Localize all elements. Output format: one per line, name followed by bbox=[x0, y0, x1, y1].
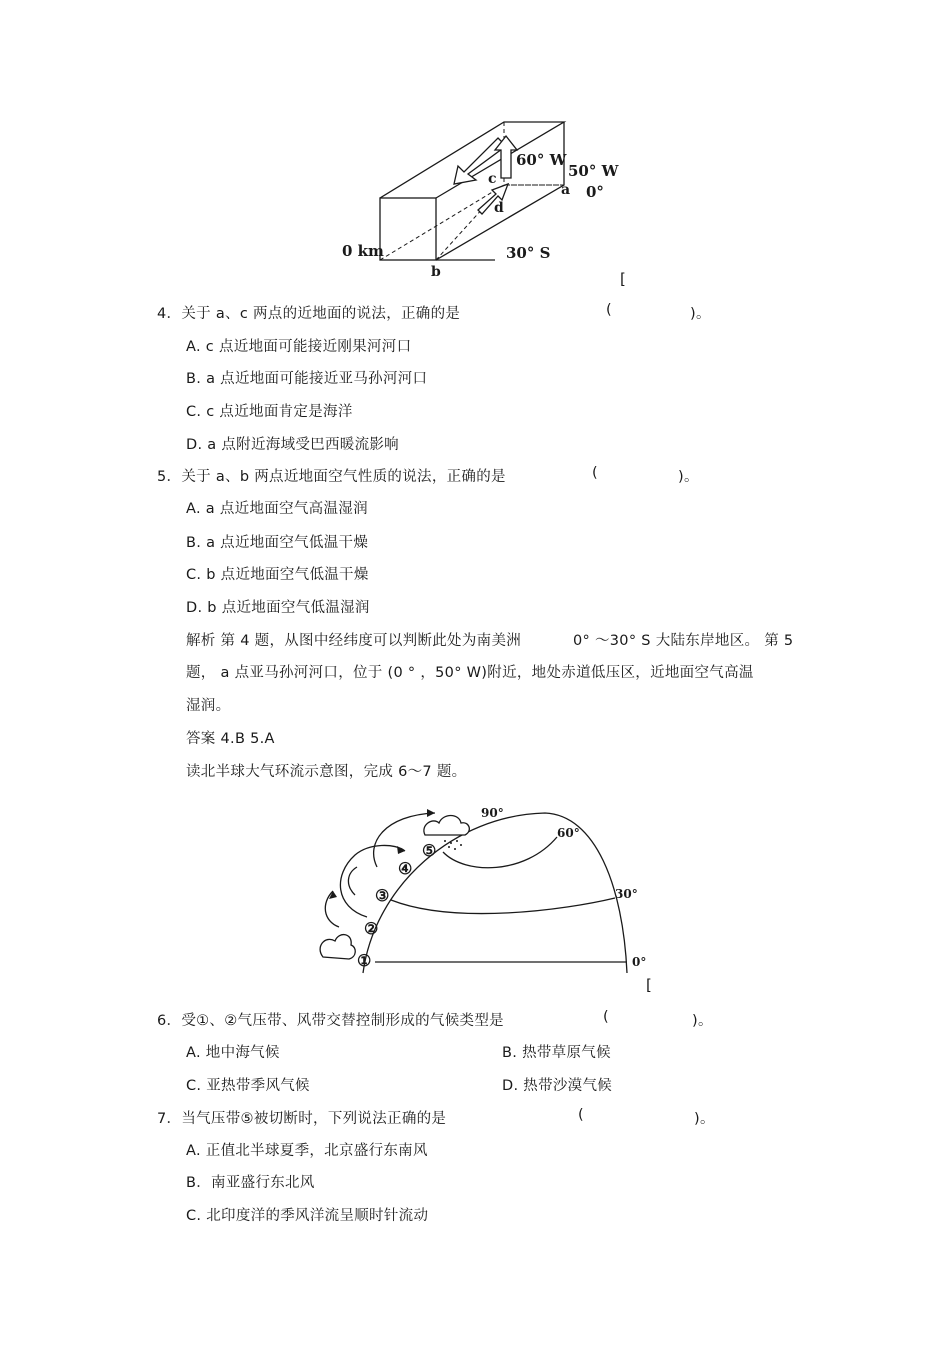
q6-paren-open: ( bbox=[603, 1009, 609, 1025]
q5-option-c: C. b 点近地面空气低温干燥 bbox=[186, 567, 369, 583]
analysis-line1-a: 解析 第 4 题，从图中经纬度可以判断此处为南美洲 bbox=[186, 633, 522, 649]
fig1-label-60w: 60° W bbox=[516, 151, 567, 169]
q6-option-d: D. 热带沙漠气候 bbox=[502, 1078, 613, 1094]
circulation-diagram-figure bbox=[305, 795, 665, 995]
analysis-line3: 湿润。 bbox=[186, 698, 231, 714]
fig1-label-d: d bbox=[494, 200, 504, 216]
fig2-label-2: ② bbox=[364, 919, 379, 938]
q5-option-d: D. b 点近地面空气低温湿润 bbox=[186, 600, 370, 616]
q4-option-b: B. a 点近地面可能接近亚马孙河河口 bbox=[186, 371, 428, 387]
fig2-label-60: 60° bbox=[557, 826, 580, 840]
fig1-label-50w: 50° W bbox=[568, 162, 619, 180]
q7-option-b: B．南亚盛行东北风 bbox=[186, 1175, 315, 1191]
q4-option-c: C. c 点近地面肯定是海洋 bbox=[186, 404, 353, 420]
q5-paren-open: ( bbox=[592, 465, 598, 481]
q7-paren-open: ( bbox=[578, 1107, 584, 1123]
fig1-label-0km: 0 km bbox=[342, 242, 384, 260]
fig1-label-0deg: 0° bbox=[586, 183, 604, 201]
q6-paren-close: )。 bbox=[692, 1013, 713, 1029]
q7-option-a: A. 正值北半球夏季，北京盛行东南风 bbox=[186, 1143, 428, 1159]
q7-paren-close: )。 bbox=[694, 1111, 715, 1127]
fig2-label-30: 30° bbox=[615, 887, 638, 901]
figure2-bracket: [ bbox=[646, 976, 652, 994]
block-diagram-figure bbox=[330, 110, 630, 285]
q6-option-a: A. 地中海气候 bbox=[186, 1045, 280, 1061]
answer-line: 答案 4.B 5.A bbox=[186, 731, 275, 747]
fig2-label-3: ③ bbox=[375, 886, 390, 905]
q7-option-c: C. 北印度洋的季风洋流呈顺时针流动 bbox=[186, 1208, 429, 1224]
fig1-label-a: a bbox=[561, 182, 571, 198]
q7-stem: 7．当气压带⑤被切断时，下列说法正确的是 bbox=[157, 1111, 447, 1127]
q4-option-d: D. a 点附近海域受巴西暖流影响 bbox=[186, 437, 399, 453]
fig2-label-0: 0° bbox=[632, 955, 647, 969]
fig2-label-4: ④ bbox=[398, 859, 413, 878]
q6-option-c: C. 亚热带季风气候 bbox=[186, 1078, 310, 1094]
fig1-label-b: b bbox=[431, 264, 441, 280]
fig2-label-1: ① bbox=[357, 951, 372, 970]
fig2-label-90: 90° bbox=[481, 806, 504, 820]
q5-option-b: B. a 点近地面空气低温干燥 bbox=[186, 535, 369, 551]
q5-paren-close: )。 bbox=[678, 469, 699, 485]
q4-paren-close: )。 bbox=[690, 306, 711, 322]
figure1-bracket: [ bbox=[620, 270, 626, 288]
q5-stem: 5．关于 a、b 两点近地面空气性质的说法，正确的是 bbox=[157, 469, 506, 485]
q5-option-a: A. a 点近地面空气高温湿润 bbox=[186, 501, 368, 517]
q6-stem: 6．受①、②气压带、风带交替控制形成的气候类型是 bbox=[157, 1013, 504, 1029]
q4-stem: 4．关于 a、c 两点的近地面的说法，正确的是 bbox=[157, 306, 461, 322]
analysis-line2: 题， a 点亚马孙河河口，位于 (0 ° ，50° W)附近，地处赤道低压区，近地面空气高温 bbox=[186, 665, 754, 681]
q6-option-b: B. 热带草原气候 bbox=[502, 1045, 611, 1061]
fig1-label-c: c bbox=[488, 171, 497, 187]
intro-line: 读北半球大气环流示意图，完成 6～7 题。 bbox=[186, 764, 467, 780]
q4-option-a: A. c 点近地面可能接近刚果河河口 bbox=[186, 339, 412, 355]
q4-paren-open: ( bbox=[606, 302, 612, 318]
fig1-label-30s: 30° S bbox=[506, 244, 551, 262]
fig2-label-5: ⑤ bbox=[422, 841, 437, 860]
analysis-line1-b: 0° ～30° S 大陆东岸地区。 第 5 bbox=[573, 633, 794, 649]
